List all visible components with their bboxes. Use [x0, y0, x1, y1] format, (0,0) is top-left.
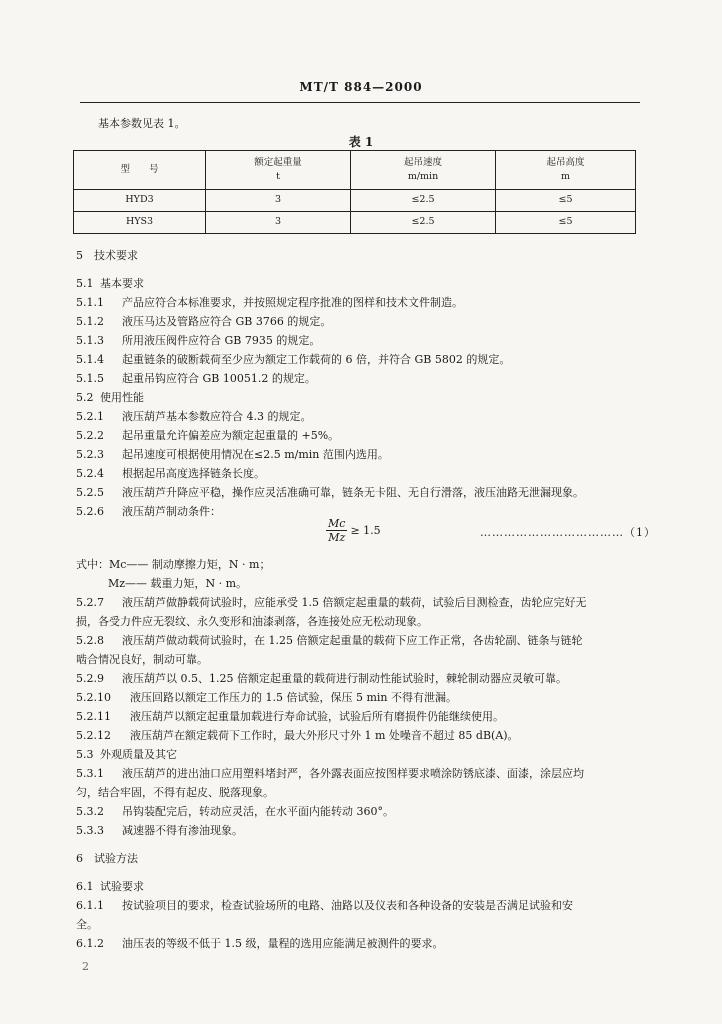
clause-line: 5.2 使用性能 [76, 391, 144, 404]
table-cell: ≤2.5 [351, 190, 496, 212]
clause-line: 5.2.1 液压葫芦基本参数应符合 4.3 的规定。 [76, 410, 312, 423]
page-header: MT/T 884—2000 [299, 80, 423, 94]
table-cell: 3 [206, 212, 351, 234]
clause-line: 6.1.2 油压表的等级不低于 1.5 级，量程的选用应能满足被测件的要求。 [76, 937, 444, 950]
clause-line: 5.2.6 液压葫芦制动条件： [76, 505, 221, 518]
clause-line: 6 试验方法 [76, 852, 138, 865]
clause-line: 5.1.2 液压马达及管路应符合 GB 3766 的规定。 [76, 315, 332, 328]
table-row [74, 212, 636, 234]
clause-line: 匀，结合牢固，不得有起皮、脱落现象。 [76, 786, 274, 799]
clause-line: 5.2.9 液压葫芦以 0.5、1.25 倍额定起重量的载荷进行制动性能试验时，棘轮制动器应灵敏可靠。 [76, 672, 567, 685]
clause-line: 啮合情况良好，制动可靠。 [76, 653, 208, 666]
clause-line: 5.3.3 减速器不得有渗油现象。 [76, 824, 243, 837]
clause-line: 5.1.3 所用液压阀件应符合 GB 7935 的规定。 [76, 334, 321, 347]
where-line: 式中：Mc—— 制动摩擦力矩，N · m； [76, 558, 271, 571]
brake-formula: $\frac{Mc}{Mz}$ ≥ 1.5 [328, 517, 381, 544]
parameter-table [73, 150, 636, 234]
clause-line: 5.2.8 液压葫芦做动载荷试验时，在 1.25 倍额定起重量的载荷下应工作正常，各齿轮副、链条与链轮 [76, 634, 583, 647]
clause-line: 5.3.1 液压葫芦的进出油口应用塑料堵封严，各外露表面应按图样要求喷涂防锈底漆、面漆，涂层应均 [76, 767, 584, 780]
page-number: 2 [82, 960, 89, 973]
table-row [74, 190, 636, 212]
clause-line: 5.2.2 起吊重量允许偏差应为额定起重量的 +5%。 [76, 429, 340, 442]
clause-line: 5.2.4 根据起吊高度选择链条长度。 [76, 467, 265, 480]
clause-line: 5.1 基本要求 [76, 277, 144, 290]
table-cell: HYS3 [74, 212, 206, 234]
clause-line: 全。 [76, 918, 98, 931]
clause-line: 5.1.1 产品应符合本标准要求，并按照规定程序批准的图样和技术文件制造。 [76, 296, 463, 309]
clause-line: 5.3.2 吊钩装配完后，转动应灵活，在水平面内能转动 360°。 [76, 805, 394, 818]
table-cell: ≤2.5 [351, 212, 496, 234]
clause-line: 5.2.12 液压葫芦在额定载荷下工作时，最大外形尺寸外 1 m 处噪音不超过 85 dB(A)。 [76, 729, 519, 742]
clause-line: 5.2.7 液压葫芦做静载荷试验时，应能承受 1.5 倍额定起重量的载荷，试验后目测检查，齿轮应完好无 [76, 596, 587, 609]
table-header-cell: 起吊高度 m [496, 151, 636, 190]
table-cell: ≤5 [496, 212, 636, 234]
header-rule [80, 102, 640, 103]
clause-line: 5.3 外观质量及其它 [76, 748, 177, 761]
clause-line: 5 技术要求 [76, 249, 138, 262]
clause-line: 5.2.3 起吊速度可根据使用情况在≤2.5 m/min 范围内选用。 [76, 448, 389, 461]
clause-line: 5.2.10 液压回路以额定工作压力的 1.5 倍试验，保压 5 min 不得有泄漏。 [76, 691, 458, 704]
table-caption: 表 1 [348, 135, 374, 149]
table-header-cell: 型 号 [74, 151, 206, 190]
clause-line: 损，各受力件应无裂纹、永久变形和油漆剥落，各连接处应无松动现象。 [76, 615, 428, 628]
where-line: Mz—— 载重力矩，N · m。 [108, 577, 248, 590]
clause-line: 6.1.1 按试验项目的要求，检查试验场所的电路、油路以及仪表和各种设备的安装是否满足试验和安 [76, 899, 573, 912]
table-cell: HYD3 [74, 190, 206, 212]
clause-line: 5.2.11 液压葫芦以额定起重量加载进行寿命试验，试验后所有磨损件仍能继续使用。 [76, 710, 504, 723]
clause-line: 5.1.4 起重链条的破断载荷至少应为额定工作载荷的 6 倍，并符合 GB 5802 的规定。 [76, 353, 511, 366]
clause-line: 5.2.5 液压葫芦升降应平稳，操作应灵活准确可靠，链条无卡阻、无自行滑落，液压油路无泄漏现象。 [76, 486, 584, 499]
clause-line: 6.1 试验要求 [76, 880, 144, 893]
equation-number: ………………………………（1） [480, 526, 656, 539]
table-header-cell: 起吊速度 m/min [351, 151, 496, 190]
clause-line: 5.1.5 起重吊钩应符合 GB 10051.2 的规定。 [76, 372, 316, 385]
table-cell: 3 [206, 190, 351, 212]
table-header-cell: 额定起重量 t [206, 151, 351, 190]
table-header-row [74, 151, 636, 190]
intro-text: 基本参数见表 1。 [98, 117, 186, 130]
table-cell: ≤5 [496, 190, 636, 212]
